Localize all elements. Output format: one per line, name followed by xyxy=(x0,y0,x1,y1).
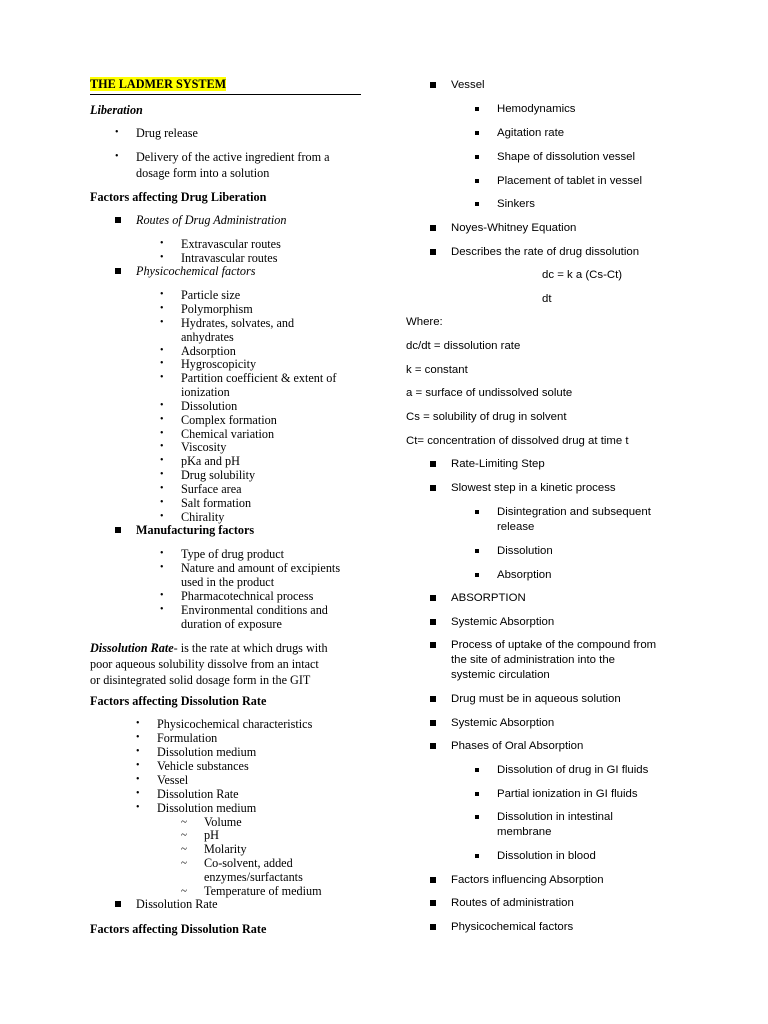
small-square-bullet xyxy=(475,131,479,135)
list-item: Surface area xyxy=(181,482,242,496)
definition-line: poor aqueous solubility dissolve from an intact xyxy=(90,657,319,671)
list-item: Chirality xyxy=(181,510,225,524)
bullet: • xyxy=(136,718,140,729)
bullet: • xyxy=(160,252,164,263)
list-item: duration of exposure xyxy=(181,617,282,631)
list-item: Polymorphism xyxy=(181,302,253,316)
list-item: Partial ionization in GI fluids xyxy=(497,788,638,800)
bullet: • xyxy=(136,732,140,743)
list-item: Vehicle substances xyxy=(157,759,249,773)
right-column xyxy=(384,0,768,1024)
list-item: Molarity xyxy=(204,842,247,856)
small-square-bullet xyxy=(475,573,479,577)
bullet: • xyxy=(115,151,119,162)
bullet: • xyxy=(115,127,119,138)
list-item: anhydrates xyxy=(181,330,234,344)
bullet: • xyxy=(160,469,164,480)
tilde-bullet: ~ xyxy=(181,885,187,897)
list-item: Dissolution of drug in GI fluids xyxy=(497,764,649,776)
section-title xyxy=(90,77,361,95)
list-item: Formulation xyxy=(157,731,218,745)
bullet: • xyxy=(160,303,164,314)
bullet: • xyxy=(160,455,164,466)
small-square-bullet xyxy=(475,179,479,183)
routes-heading: Routes of Drug Administration xyxy=(136,213,287,227)
list-item: Physicochemical characteristics xyxy=(157,717,313,731)
bullet: • xyxy=(160,238,164,249)
list-item: Particle size xyxy=(181,288,241,302)
definition-line: Ct= concentration of dissolved drug at time t xyxy=(406,435,629,447)
bullet: • xyxy=(136,746,140,757)
square-bullet xyxy=(430,696,436,702)
square-bullet xyxy=(430,619,436,625)
list-item: Dissolution in blood xyxy=(497,850,596,862)
list-item: ABSORPTION xyxy=(451,592,526,604)
list-item: pH xyxy=(204,828,219,842)
list-item: Delivery of the active ingredient from a xyxy=(136,150,330,164)
term: Dissolution Rate xyxy=(90,641,174,655)
square-bullet xyxy=(430,900,436,906)
small-square-bullet xyxy=(475,815,479,819)
bullet: • xyxy=(160,562,164,573)
square-bullet xyxy=(115,268,121,274)
list-item: Physicochemical factors xyxy=(451,921,574,933)
liberation-heading: Liberation xyxy=(90,103,143,117)
list-item: Process of uptake of the compound from xyxy=(451,639,657,651)
list-item: Factors influencing Absorption xyxy=(451,874,604,886)
square-bullet xyxy=(115,901,121,907)
list-item: Dissolution Rate xyxy=(157,787,239,801)
small-square-bullet xyxy=(475,107,479,111)
definition-line: Cs = solubility of drug in solvent xyxy=(406,411,567,423)
list-item: Shape of dissolution vessel xyxy=(497,151,636,163)
small-square-bullet xyxy=(475,768,479,772)
definition: - is the rate at which drugs with xyxy=(173,641,328,655)
bullet: • xyxy=(160,428,164,439)
manufacturing-heading: Manufacturing factors xyxy=(136,523,255,537)
list-item: Rate-Limiting Step xyxy=(451,458,545,470)
list-item: Viscosity xyxy=(181,440,227,454)
small-square-bullet xyxy=(475,510,479,514)
bullet: • xyxy=(160,441,164,452)
list-item: Drug must be in aqueous solution xyxy=(451,693,621,705)
list-item: Vessel xyxy=(157,773,189,787)
list-item: Hemodynamics xyxy=(497,103,576,115)
square-bullet xyxy=(430,743,436,749)
list-item: Agitation rate xyxy=(497,127,565,139)
list-item: dosage form into a solution xyxy=(136,166,270,180)
small-square-bullet xyxy=(475,155,479,159)
bullet: • xyxy=(160,511,164,522)
small-square-bullet xyxy=(475,202,479,206)
physico-heading: Physicochemical factors xyxy=(136,264,256,278)
list-item: Sinkers xyxy=(497,198,535,210)
bullet: • xyxy=(160,345,164,356)
square-bullet xyxy=(430,877,436,883)
factors-dr-heading-2: Factors affecting Dissolution Rate xyxy=(90,922,267,936)
list-item: Slowest step in a kinetic process xyxy=(451,482,616,494)
bullet: • xyxy=(160,590,164,601)
list-item: Placement of tablet in vessel xyxy=(497,175,642,187)
bullet: • xyxy=(160,604,164,615)
bullet: • xyxy=(136,760,140,771)
list-item: Salt formation xyxy=(181,496,252,510)
list-item: Dissolution medium xyxy=(157,745,257,759)
list-item: Pharmacotechnical process xyxy=(181,589,314,603)
square-bullet xyxy=(430,720,436,726)
small-square-bullet xyxy=(475,549,479,553)
list-item: the site of administration into the xyxy=(451,654,615,666)
square-bullet xyxy=(430,924,436,930)
tilde-bullet: ~ xyxy=(181,857,187,869)
list-item: Hydrates, solvates, and xyxy=(181,316,295,330)
where-label: Where: xyxy=(406,316,443,328)
square-bullet xyxy=(430,595,436,601)
list-item: Vessel xyxy=(451,79,485,91)
definition-line: a = surface of undissolved solute xyxy=(406,387,573,399)
list-item: Environmental conditions and xyxy=(181,603,328,617)
bullet: • xyxy=(160,317,164,328)
list-item: Systemic Absorption xyxy=(451,717,555,729)
bullet: • xyxy=(136,774,140,785)
list-item: Hygroscopicity xyxy=(181,357,257,371)
bullet: • xyxy=(160,483,164,494)
list-item: used in the product xyxy=(181,575,275,589)
list-item: ionization xyxy=(181,385,230,399)
list-item: Dissolution Rate xyxy=(136,897,218,911)
list-item: enzymes/surfactants xyxy=(204,870,303,884)
square-bullet xyxy=(430,485,436,491)
list-item: Volume xyxy=(204,815,242,829)
bullet: • xyxy=(160,400,164,411)
definition-line: k = constant xyxy=(406,364,468,376)
list-item: Systemic Absorption xyxy=(451,616,555,628)
list-item: Dissolution xyxy=(181,399,238,413)
list-item: Drug solubility xyxy=(181,468,256,482)
list-item: Disintegration and subsequent xyxy=(497,506,651,518)
list-item: Extravascular routes xyxy=(181,237,281,251)
factors-dr-heading: Factors affecting Dissolution Rate xyxy=(90,694,267,708)
list-item: Nature and amount of excipients xyxy=(181,561,341,575)
equation-bottom: dt xyxy=(542,293,552,305)
bullet: • xyxy=(160,289,164,300)
tilde-bullet: ~ xyxy=(181,829,187,841)
dissolution-rate-definition xyxy=(90,641,328,655)
title-text: THE LADMER SYSTEM xyxy=(90,77,227,91)
list-item: Phases of Oral Absorption xyxy=(451,740,584,752)
bullet: • xyxy=(160,497,164,508)
list-item: Adsorption xyxy=(181,344,236,358)
list-item: Partition coefficient & extent of xyxy=(181,371,337,385)
bullet: • xyxy=(160,372,164,383)
bullet: • xyxy=(160,414,164,425)
tilde-bullet: ~ xyxy=(181,816,187,828)
list-item: systemic circulation xyxy=(451,669,550,681)
bullet: • xyxy=(136,788,140,799)
square-bullet xyxy=(430,461,436,467)
tilde-bullet: ~ xyxy=(181,843,187,855)
small-square-bullet xyxy=(475,854,479,858)
list-item: Complex formation xyxy=(181,413,277,427)
square-bullet xyxy=(115,527,121,533)
square-bullet xyxy=(430,642,436,648)
list-item: Describes the rate of drug dissolution xyxy=(451,246,640,258)
list-item: Dissolution in intestinal xyxy=(497,811,613,823)
list-item: Chemical variation xyxy=(181,427,275,441)
bullet: • xyxy=(136,802,140,813)
list-item: membrane xyxy=(497,826,552,838)
list-item: Intravascular routes xyxy=(181,251,278,265)
bullet: • xyxy=(160,358,164,369)
square-bullet xyxy=(430,249,436,255)
list-item: Routes of administration xyxy=(451,897,574,909)
list-item: Co-solvent, added xyxy=(204,856,293,870)
square-bullet xyxy=(430,225,436,231)
list-item: Dissolution xyxy=(497,545,553,557)
list-item: Noyes-Whitney Equation xyxy=(451,222,577,234)
equation-top: dc = k a (Cs-Ct) xyxy=(542,269,623,281)
factors-liberation-heading: Factors affecting Drug Liberation xyxy=(90,190,267,204)
list-item: Dissolution medium xyxy=(157,801,257,815)
bullet: • xyxy=(160,548,164,559)
small-square-bullet xyxy=(475,792,479,796)
definition-line: dc/dt = dissolution rate xyxy=(406,340,521,352)
list-item: release xyxy=(497,521,535,533)
list-item: Absorption xyxy=(497,569,552,581)
list-item: Temperature of medium xyxy=(204,884,322,898)
list-item: pKa and pH xyxy=(181,454,240,468)
list-item: Type of drug product xyxy=(181,547,285,561)
square-bullet xyxy=(115,217,121,223)
square-bullet xyxy=(430,82,436,88)
definition-line: or disintegrated solid dosage form in the GIT xyxy=(90,673,311,687)
list-item: Drug release xyxy=(136,126,198,140)
